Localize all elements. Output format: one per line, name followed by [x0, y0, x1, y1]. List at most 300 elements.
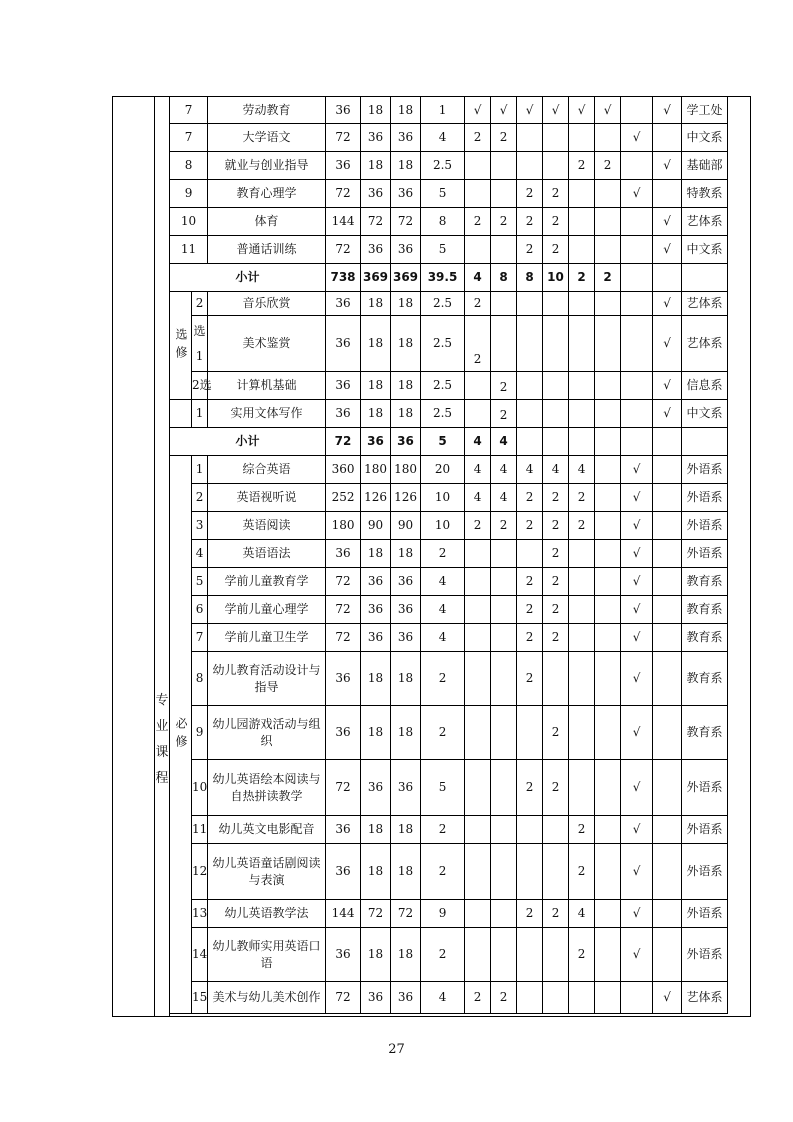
- practice-hours: 18: [391, 372, 421, 400]
- check-mark: [653, 928, 682, 982]
- course-number: 4: [192, 540, 208, 568]
- check-mark: [653, 124, 682, 152]
- practice-hours: 18: [391, 152, 421, 180]
- check-mark: √: [653, 316, 682, 372]
- course-number: 12: [192, 844, 208, 900]
- course-name: 就业与创业指导: [208, 152, 326, 180]
- semester-1: [465, 900, 491, 928]
- total-hours: 36: [326, 928, 361, 982]
- practice-hours: 36: [391, 568, 421, 596]
- semester-1: [465, 844, 491, 900]
- course-number: 15: [192, 982, 208, 1014]
- course-name: 英语视听说: [208, 484, 326, 512]
- table-row: [170, 540, 728, 568]
- course-number: [192, 316, 208, 372]
- exam-mark: √: [621, 484, 653, 512]
- exam-mark: [621, 372, 653, 400]
- semester-4: 2: [543, 180, 569, 208]
- semester-2: [491, 652, 517, 706]
- course-name: 美术鉴赏: [208, 316, 326, 372]
- semester-3: 2: [517, 760, 543, 816]
- course-name: 幼儿英文电影配音: [208, 816, 326, 844]
- semester-1: 2: [465, 208, 491, 236]
- course-name: 教育心理学: [208, 180, 326, 208]
- semester-4: 2: [543, 760, 569, 816]
- table-row: [170, 706, 728, 760]
- department: 中文系: [682, 400, 728, 428]
- semester-1: [465, 152, 491, 180]
- table-cell: [517, 428, 543, 456]
- check-mark: √: [653, 236, 682, 264]
- semester-5: [569, 760, 595, 816]
- semester-4: 10: [543, 264, 569, 292]
- check-mark: √: [653, 982, 682, 1014]
- semester-4: √: [543, 97, 569, 124]
- department: 外语系: [682, 484, 728, 512]
- course-number: 11: [192, 816, 208, 844]
- semester-1: [465, 540, 491, 568]
- exam-mark: √: [621, 124, 653, 152]
- semester-1: [465, 706, 491, 760]
- total-hours: 36: [326, 844, 361, 900]
- total-hours: 738: [326, 264, 361, 292]
- professional-courses-label: 专业课程: [155, 693, 169, 786]
- course-name: 体育: [208, 208, 326, 236]
- credits: 2: [421, 844, 465, 900]
- course-name: 幼儿英语绘本阅读与自热拼读教学: [208, 760, 326, 816]
- practice-hours: 72: [391, 208, 421, 236]
- semester-3: 8: [517, 264, 543, 292]
- semester-2: [491, 900, 517, 928]
- department: 教育系: [682, 596, 728, 624]
- semester-4: [543, 152, 569, 180]
- total-hours: 72: [326, 180, 361, 208]
- table-row: [170, 900, 728, 928]
- semester-3: [517, 152, 543, 180]
- theory-hours: 369: [361, 264, 391, 292]
- course-number: 2: [192, 292, 208, 316]
- theory-hours: 18: [361, 706, 391, 760]
- credits: 2.5: [421, 152, 465, 180]
- semester-1: [465, 760, 491, 816]
- semester-3: 2: [517, 624, 543, 652]
- department: 外语系: [682, 456, 728, 484]
- semester-3: 2: [517, 652, 543, 706]
- semester-4: 4: [543, 456, 569, 484]
- semester-6: [595, 512, 621, 540]
- semester-5: 4: [569, 456, 595, 484]
- course-name: 学前儿童卫生学: [208, 624, 326, 652]
- total-hours: 360: [326, 456, 361, 484]
- semester-5: 2: [569, 512, 595, 540]
- table-cell: [621, 264, 653, 292]
- exam-mark: √: [621, 652, 653, 706]
- check-mark: √: [653, 372, 682, 400]
- semester-3: 2: [517, 596, 543, 624]
- check-mark: [653, 596, 682, 624]
- check-mark: [653, 512, 682, 540]
- table-row: [170, 236, 728, 264]
- semester-6: [595, 180, 621, 208]
- credits: 2: [421, 706, 465, 760]
- theory-hours: 36: [361, 760, 391, 816]
- total-hours: 36: [326, 316, 361, 372]
- exam-mark: [621, 400, 653, 428]
- exam-mark: √: [621, 816, 653, 844]
- credits: 2: [421, 540, 465, 568]
- semester-1: [465, 928, 491, 982]
- course-number: 2: [192, 484, 208, 512]
- practice-hours: 36: [391, 596, 421, 624]
- course-name: 普通话训练: [208, 236, 326, 264]
- exam-mark: √: [621, 596, 653, 624]
- theory-hours: 90: [361, 512, 391, 540]
- semester-2: [491, 624, 517, 652]
- credits: 5: [421, 180, 465, 208]
- table-row: [170, 292, 728, 316]
- semester-5: 2: [569, 152, 595, 180]
- course-number: 6: [192, 596, 208, 624]
- semester-6: [595, 124, 621, 152]
- table-row: [170, 982, 728, 1014]
- course-name: 计算机基础: [208, 372, 326, 400]
- theory-hours: 18: [361, 292, 391, 316]
- theory-hours: 18: [361, 152, 391, 180]
- exam-mark: √: [621, 900, 653, 928]
- practice-hours: 180: [391, 456, 421, 484]
- table-row: [170, 456, 728, 484]
- check-mark: √: [653, 97, 682, 124]
- course-number: 14: [192, 928, 208, 982]
- total-hours: 36: [326, 97, 361, 124]
- credits: 20: [421, 456, 465, 484]
- course-name: 学前儿童心理学: [208, 596, 326, 624]
- credits: 4: [421, 982, 465, 1014]
- semester-1: [465, 568, 491, 596]
- total-hours: 72: [326, 568, 361, 596]
- semester-6: [595, 568, 621, 596]
- practice-hours: 36: [391, 428, 421, 456]
- course-name: 实用文体写作: [208, 400, 326, 428]
- practice-hours: 18: [391, 540, 421, 568]
- subtotal-label: 小计: [170, 264, 326, 292]
- theory-hours: 36: [361, 428, 391, 456]
- department: 艺体系: [682, 208, 728, 236]
- theory-hours: 36: [361, 982, 391, 1014]
- elective-label: 选修: [170, 292, 192, 400]
- credits: 10: [421, 484, 465, 512]
- table-row: [170, 596, 728, 624]
- department: 外语系: [682, 928, 728, 982]
- semester-2: 4: [491, 456, 517, 484]
- semester-4: [543, 844, 569, 900]
- check-mark: [653, 760, 682, 816]
- semester-5: 2: [569, 844, 595, 900]
- exam-mark: [621, 208, 653, 236]
- table-row: [170, 512, 728, 540]
- course-name: 美术与幼儿美术创作: [208, 982, 326, 1014]
- semester-3: [517, 124, 543, 152]
- course-name: 幼儿教育活动设计与指导: [208, 652, 326, 706]
- total-hours: 72: [326, 124, 361, 152]
- practice-hours: 18: [391, 844, 421, 900]
- theory-hours: 36: [361, 568, 391, 596]
- course-number: 7: [170, 124, 208, 152]
- semester-6: [595, 816, 621, 844]
- semester-5: [569, 540, 595, 568]
- semester-3: [517, 540, 543, 568]
- semester-2: 2: [491, 372, 517, 400]
- category-blank: [170, 400, 192, 428]
- table-row: [170, 568, 728, 596]
- semester-5: [569, 292, 595, 316]
- semester-2: 2: [491, 512, 517, 540]
- theory-hours: 36: [361, 124, 391, 152]
- table-cell: [682, 428, 728, 456]
- department: 学工处: [682, 97, 728, 124]
- semester-2: [491, 540, 517, 568]
- semester-1: 4: [465, 456, 491, 484]
- check-mark: √: [653, 400, 682, 428]
- semester-4: 2: [543, 596, 569, 624]
- semester-2: [491, 816, 517, 844]
- exam-mark: √: [621, 456, 653, 484]
- total-hours: 36: [326, 706, 361, 760]
- table-row: [170, 180, 728, 208]
- semester-4: [543, 292, 569, 316]
- practice-hours: 18: [391, 400, 421, 428]
- credits: 4: [421, 596, 465, 624]
- semester-2: [491, 706, 517, 760]
- practice-hours: 36: [391, 760, 421, 816]
- semester-5: √: [569, 97, 595, 124]
- practice-hours: 90: [391, 512, 421, 540]
- credits: 2.5: [421, 400, 465, 428]
- course-name: 幼儿教师实用英语口语: [208, 928, 326, 982]
- department: 中文系: [682, 236, 728, 264]
- semester-4: [543, 652, 569, 706]
- semester-4: 2: [543, 900, 569, 928]
- table-cell: [653, 264, 682, 292]
- semester-1: √: [465, 97, 491, 124]
- semester-4: 2: [543, 624, 569, 652]
- course-number: 2选: [192, 372, 208, 400]
- credits: 1: [421, 97, 465, 124]
- department: 外语系: [682, 760, 728, 816]
- semester-1: 4: [465, 484, 491, 512]
- department: 教育系: [682, 568, 728, 596]
- semester-3: 2: [517, 236, 543, 264]
- practice-hours: 18: [391, 816, 421, 844]
- department: 信息系: [682, 372, 728, 400]
- semester-1: [465, 236, 491, 264]
- department: 中文系: [682, 124, 728, 152]
- check-mark: √: [653, 292, 682, 316]
- semester-5: [569, 706, 595, 760]
- credits: 2: [421, 928, 465, 982]
- table-cell: [543, 428, 569, 456]
- semester-2: 4: [491, 484, 517, 512]
- course-number: 5: [192, 568, 208, 596]
- check-mark: [653, 624, 682, 652]
- course-number: 13: [192, 900, 208, 928]
- credits: 39.5: [421, 264, 465, 292]
- practice-hours: 36: [391, 624, 421, 652]
- credits: 2: [421, 652, 465, 706]
- table-row: [170, 652, 728, 706]
- course-name: 幼儿英语教学法: [208, 900, 326, 928]
- semester-6: [595, 624, 621, 652]
- semester-1: 2: [465, 982, 491, 1014]
- practice-hours: 18: [391, 706, 421, 760]
- theory-hours: 180: [361, 456, 391, 484]
- semester-5: [569, 624, 595, 652]
- exam-mark: [621, 982, 653, 1014]
- course-number: 10: [170, 208, 208, 236]
- semester-6: [595, 652, 621, 706]
- semester-4: [543, 982, 569, 1014]
- course-number: 7: [170, 97, 208, 124]
- credits: 4: [421, 624, 465, 652]
- course-name: 大学语文: [208, 124, 326, 152]
- table-cell: [569, 428, 595, 456]
- semester-2: [491, 152, 517, 180]
- total-hours: 252: [326, 484, 361, 512]
- table-row: [170, 124, 728, 152]
- semester-4: [543, 372, 569, 400]
- semester-2: 2: [491, 208, 517, 236]
- course-number: 11: [170, 236, 208, 264]
- semester-5: 2: [569, 484, 595, 512]
- department: 教育系: [682, 706, 728, 760]
- semester-4: [543, 816, 569, 844]
- check-mark: [653, 900, 682, 928]
- semester-2: [491, 236, 517, 264]
- subtotal-label: 小计: [170, 428, 326, 456]
- semester-3: √: [517, 97, 543, 124]
- total-hours: 72: [326, 760, 361, 816]
- total-hours: 144: [326, 900, 361, 928]
- exam-mark: √: [621, 760, 653, 816]
- semester-3: [517, 816, 543, 844]
- theory-hours: 36: [361, 624, 391, 652]
- semester-4: 2: [543, 484, 569, 512]
- semester-5: [569, 596, 595, 624]
- semester-4: 2: [543, 706, 569, 760]
- semester-5: [569, 652, 595, 706]
- semester-3: [517, 316, 543, 372]
- semester-6: [595, 760, 621, 816]
- table-row: [170, 208, 728, 236]
- exam-mark: √: [621, 928, 653, 982]
- semester-3: [517, 982, 543, 1014]
- semester-2: √: [491, 97, 517, 124]
- course-name: 音乐欣赏: [208, 292, 326, 316]
- total-hours: 36: [326, 816, 361, 844]
- course-number: 9: [192, 706, 208, 760]
- semester-2: 8: [491, 264, 517, 292]
- semester-3: [517, 292, 543, 316]
- semester-3: 2: [517, 180, 543, 208]
- semester-5: [569, 236, 595, 264]
- semester-4: 2: [543, 512, 569, 540]
- check-mark: [653, 180, 682, 208]
- semester-6: [595, 982, 621, 1014]
- total-hours: 72: [326, 236, 361, 264]
- semester-3: 2: [517, 484, 543, 512]
- table-row: [170, 152, 728, 180]
- semester-2: [491, 596, 517, 624]
- total-hours: 72: [326, 982, 361, 1014]
- semester-2: [491, 316, 517, 372]
- department: 外语系: [682, 540, 728, 568]
- table-cell: [653, 428, 682, 456]
- semester-4: [543, 316, 569, 372]
- total-hours: 36: [326, 540, 361, 568]
- table-cell: [621, 428, 653, 456]
- semester-6: [595, 372, 621, 400]
- theory-hours: 126: [361, 484, 391, 512]
- exam-mark: [621, 152, 653, 180]
- exam-mark: [621, 236, 653, 264]
- semester-2: 2: [491, 982, 517, 1014]
- semester-6: [595, 928, 621, 982]
- practice-hours: 36: [391, 180, 421, 208]
- credits: 2.5: [421, 292, 465, 316]
- credits: 8: [421, 208, 465, 236]
- semester-2: [491, 180, 517, 208]
- exam-mark: [621, 316, 653, 372]
- course-number: 9: [170, 180, 208, 208]
- exam-mark: √: [621, 512, 653, 540]
- theory-hours: 18: [361, 97, 391, 124]
- table-row: [170, 816, 728, 844]
- practice-hours: 18: [391, 316, 421, 372]
- semester-2: [491, 568, 517, 596]
- practice-hours: 18: [391, 928, 421, 982]
- practice-hours: 36: [391, 236, 421, 264]
- semester-3: 2: [517, 568, 543, 596]
- semester-6: [595, 484, 621, 512]
- department: 艺体系: [682, 982, 728, 1014]
- exam-mark: √: [621, 706, 653, 760]
- check-mark: [653, 484, 682, 512]
- table-row: [170, 624, 728, 652]
- semester-6: [595, 236, 621, 264]
- theory-hours: 18: [361, 400, 391, 428]
- exam-mark: √: [621, 540, 653, 568]
- semester-2: [491, 292, 517, 316]
- exam-mark: √: [621, 180, 653, 208]
- theory-hours: 72: [361, 208, 391, 236]
- semester-2: 2: [491, 400, 517, 428]
- theory-hours: 18: [361, 816, 391, 844]
- semester-2: [491, 928, 517, 982]
- semester-5: [569, 180, 595, 208]
- semester-4: 2: [543, 540, 569, 568]
- department: 教育系: [682, 624, 728, 652]
- semester-3: [517, 844, 543, 900]
- semester-3: 4: [517, 456, 543, 484]
- table-cell: [595, 428, 621, 456]
- semester-6: [595, 540, 621, 568]
- semester-6: [595, 292, 621, 316]
- table-row: [170, 400, 728, 428]
- semester-6: [595, 844, 621, 900]
- semester-4: [543, 400, 569, 428]
- theory-hours: 36: [361, 180, 391, 208]
- total-hours: 36: [326, 292, 361, 316]
